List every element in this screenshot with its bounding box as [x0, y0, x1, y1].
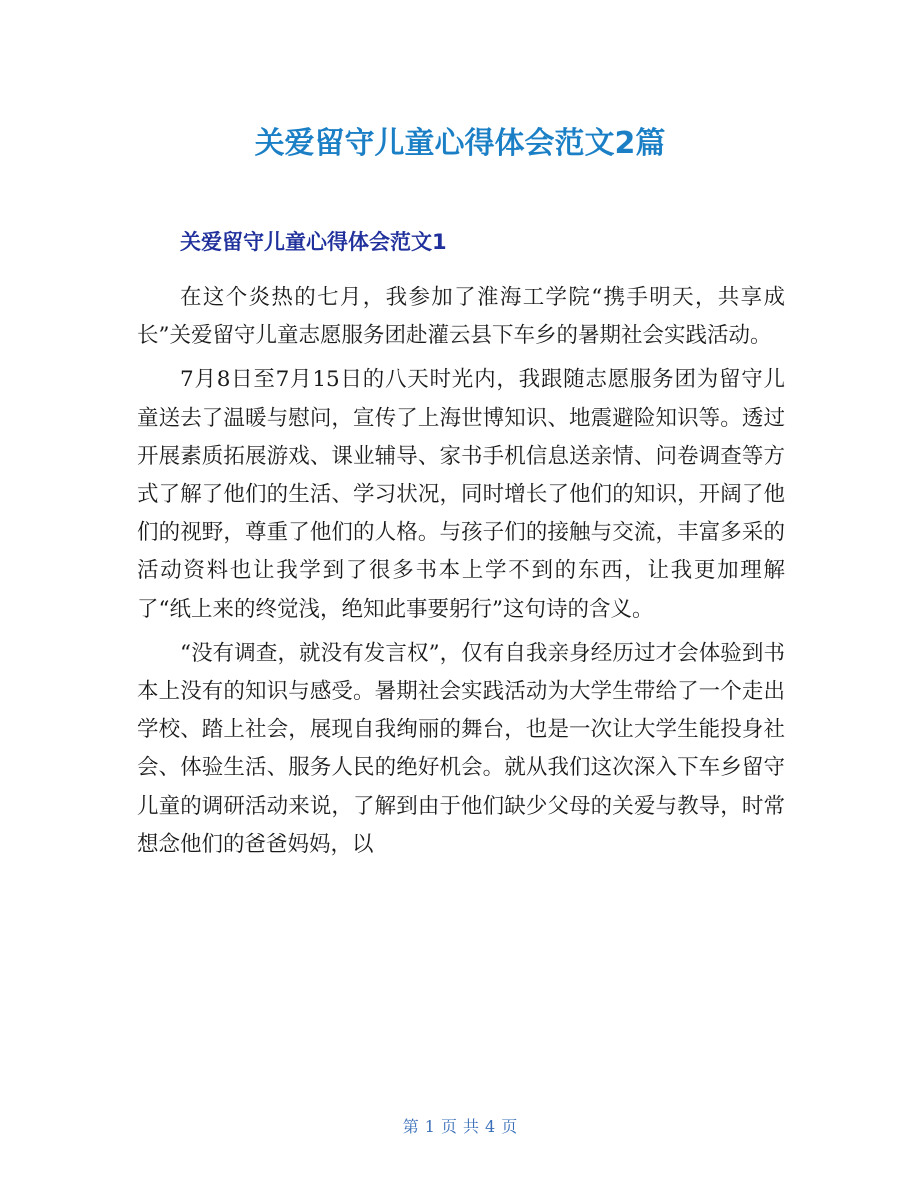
footer-current-page: 1 [424, 1117, 435, 1136]
paragraph-1: 在这个炎热的七月，我参加了淮海工学院“携手明天，共享成长”关爱留守儿童志愿服务团赴灌云县下车乡的暑期社会实践活动。 [137, 285, 785, 349]
paragraph-2: 7月8日至7月15日的八天时光内，我跟随志愿服务团为留守儿童送去了温暖与慰问，宣传了上海世博知识、地震避险知识等。透过开展素质拓展游戏、课业辅导、家书手机信息送亲情、问卷调查等方式了解了他们的生活、学习状况，同时增长了他们的知识，开阔了他们的视野，尊重了他们的人格。与孩子们的接触与交流，丰富多采的活动资料也让我学到了很多书本上学不到的东西，让我更加理解了“纸上来的终觉浅，绝知此事要躬行”这句诗的含义。 [137, 367, 785, 622]
document-body [137, 279, 785, 870]
document-title: 关爱留守儿童心得体会范文2篇 [254, 126, 666, 161]
footer-suffix: 页 [501, 1117, 518, 1136]
footer-total-word: 共 [463, 1117, 480, 1136]
footer-page-word: 页 [440, 1117, 457, 1136]
footer-total-pages: 4 [485, 1117, 496, 1136]
section-heading: 关爱留守儿童心得体会范文1 [180, 230, 447, 254]
footer-prefix: 第 [402, 1117, 419, 1136]
page-footer [0, 1114, 920, 1137]
paragraph-3: “没有调查，就没有发言权”，仅有自我亲身经历过才会体验到书本上没有的知识与感受。暑期社会实践活动为大学生带给了一个走出学校、踏上社会，展现自我绚丽的舞台，也是一次让大学生能投身社会、体验生活、服务人民的绝好机会。就从我们这次深入下车乡留守儿童的调研活动来说，了解到由于他们缺少父母的关爱与教导，时常想念他们的爸爸妈妈，以 [137, 640, 785, 857]
